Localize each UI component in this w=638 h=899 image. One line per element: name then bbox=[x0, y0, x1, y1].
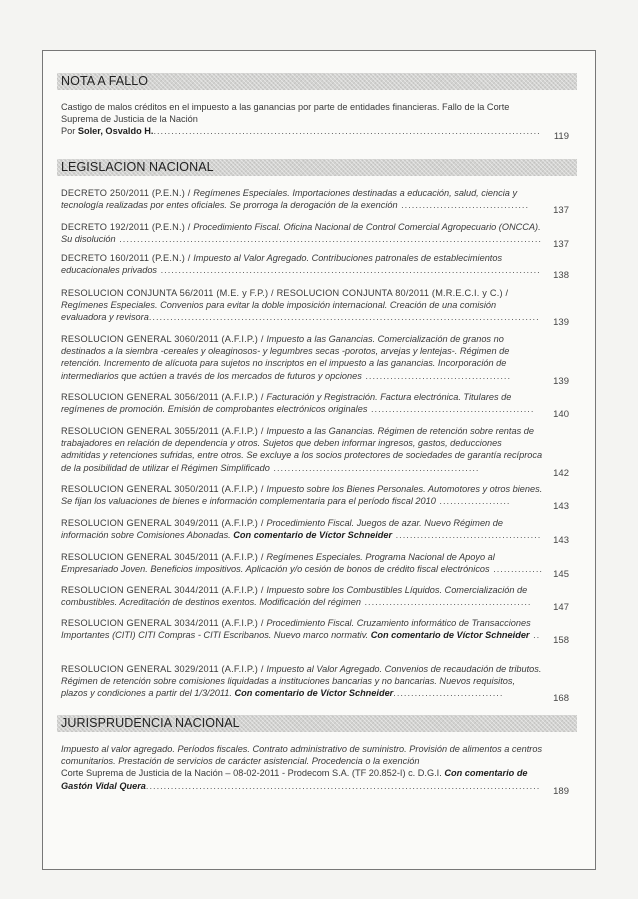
entry-description: Regímenes Especiales. Programa Nacional de Apoyo al Empresariado Joven. Beneficios impositivos. Aplicación y/o cesión de bonos de crédito fiscal electrónicos bbox=[61, 552, 495, 575]
entry-decree: DECRETO 250/2011 (P.E.N.) / bbox=[61, 188, 194, 198]
leader-dots: .............. bbox=[489, 564, 543, 575]
page-number: 145 bbox=[553, 569, 569, 581]
index-entry[interactable] bbox=[61, 101, 569, 143]
leader-dots: .............................................................................................................. bbox=[148, 312, 540, 323]
leader-dots: ......................................... bbox=[361, 370, 512, 381]
leader-dots: .................... bbox=[435, 496, 511, 507]
page-number: 143 bbox=[553, 535, 569, 547]
index-entry[interactable] bbox=[61, 663, 569, 705]
entry-decree: RESOLUCION GENERAL 3056/2011 (A.F.I.P.) / bbox=[61, 392, 267, 402]
entry-decree: RESOLUCION GENERAL 3050/2011 (A.F.I.P.) / bbox=[61, 484, 267, 494]
entry-description: Procedimiento Fiscal. Cruzamiento informático de Transacciones Importantes (CITI) CITI Compras - CITI Escribanos. Nuevo marco normativ. bbox=[61, 618, 531, 641]
page-number: 158 bbox=[553, 635, 569, 647]
entry-decree: RESOLUCION GENERAL 3044/2011 (A.F.I.P.) / bbox=[61, 585, 267, 595]
entry-comment-author: Con comentario de Víctor Schneider bbox=[370, 630, 530, 641]
page-number: 189 bbox=[553, 785, 569, 797]
index-entry[interactable] bbox=[61, 221, 569, 251]
index-entry[interactable] bbox=[61, 517, 569, 547]
index-entry[interactable] bbox=[61, 187, 569, 217]
page-number: 140 bbox=[553, 409, 569, 421]
entry-comment-author: Con comentario de Víctor Schneider bbox=[233, 530, 393, 541]
leader-dots: ............................................................................................................... bbox=[145, 780, 541, 791]
index-entry[interactable] bbox=[61, 551, 569, 581]
page-number: 119 bbox=[553, 131, 569, 143]
page-number: 139 bbox=[553, 317, 569, 329]
entry-decree: RESOLUCION CONJUNTA 56/2011 (M.E. y F.P.) / RESOLUCION CONJUNTA 80/2011 (M.R.E.C.I. y C.) / bbox=[61, 288, 509, 298]
entry-decree: RESOLUCION GENERAL 3029/2011 (A.F.I.P.) / bbox=[61, 664, 267, 674]
entry-decree: RESOLUCION GENERAL 3045/2011 (A.F.I.P.) / bbox=[61, 552, 267, 562]
page-number: 139 bbox=[553, 375, 569, 387]
page-number: 168 bbox=[553, 693, 569, 705]
page-number: 147 bbox=[553, 602, 569, 614]
page-number: 142 bbox=[553, 467, 569, 479]
entry-court: Corte Suprema de Justicia de la Nación – 08-02-2011 - Prodecom S.A. (TF 20.852-I) c. D.G.I. bbox=[61, 768, 445, 779]
index-entry[interactable] bbox=[61, 391, 569, 421]
entry-description: Regímenes Especiales. Importaciones destinadas a educación, salud, ciencia y tecnología realizadas por entes oficiales. Se prorroga la derogación de la exención bbox=[61, 188, 518, 211]
entry-decree: RESOLUCION GENERAL 3049/2011 (A.F.I.P.) / bbox=[61, 518, 267, 528]
leader-dots: ............................... bbox=[393, 688, 504, 699]
entry-decree: DECRETO 192/2011 (P.E.N.) / bbox=[61, 222, 194, 232]
leader-dots: .................................... bbox=[397, 200, 530, 211]
leader-dots: ....................................................................................................................... bbox=[115, 234, 542, 245]
section-title: NOTA A FALLO bbox=[61, 74, 149, 88]
page-number: 137 bbox=[553, 239, 569, 251]
entry-decree: RESOLUCION GENERAL 3034/2011 (A.F.I.P.) / bbox=[61, 618, 267, 628]
entry-description: Impuesto al Valor Agregado. Convenios de recaudación de tributos. Régimen de retención sobre comisiones liquidadas a instituciones bancarias y no bancarias. Nuevos requisitos, plazos y condiciones a partir del 1/3/2011. bbox=[61, 664, 542, 699]
index-entry[interactable] bbox=[61, 333, 569, 387]
entry-description: Procedimiento Fiscal. Oficina Nacional de Control Comercial Agropecuario (ONCCA). Su disolución bbox=[61, 222, 541, 245]
leader-dots: ........................................................................................................... bbox=[157, 265, 541, 276]
entry-description: Impuesto sobre los Bienes Personales. Automotores y otros bienes. Se fijan los valuaciones de bienes e información complementaria para el período fiscal 2010 bbox=[61, 484, 543, 507]
leader-dots: .......................................................... bbox=[269, 462, 480, 473]
entry-description: Regímenes Especiales. Convenios para evitar la doble imposición internacional. Creación de una comisión evaluadora y revisora bbox=[61, 300, 497, 323]
page-number: 143 bbox=[553, 501, 569, 513]
entry-comment-author: Con comentario de Gastón Vidal Quera bbox=[61, 768, 528, 791]
entry-comment-author: Con comentario de Víctor Schneider bbox=[234, 688, 394, 699]
entry-description: Impuesto al valor agregado. Períodos fiscales. Contrato administrativo de suministro. Provisión de alimentos a centros comunitarios. Prestación de servicios de carácter asistencial. Procedencia o la exención bbox=[61, 744, 543, 767]
index-entry[interactable] bbox=[61, 584, 569, 614]
index-page bbox=[42, 50, 596, 870]
author-prefix: Por bbox=[61, 126, 78, 137]
entry-description: Impuesto a las Ganancias. Régimen de retención sobre rentas de trabajadores en relación de dependencia y otros. Sujetos que deben informar ingresos, gastos, deducciones admitidas y retenciones sufridas, entre otros. Se excluye a los socios protectores de sociedades de garantía recíproca de la posibilidad de utilizar el Régimen Simplificado bbox=[61, 426, 543, 473]
index-entry[interactable] bbox=[61, 743, 569, 797]
entry-decree: DECRETO 160/2011 (P.E.N.) / bbox=[61, 253, 194, 263]
index-entry[interactable] bbox=[61, 252, 569, 282]
leader-dots: ............................................... bbox=[360, 597, 532, 608]
section-title: LEGISLACION NACIONAL bbox=[61, 160, 214, 174]
entry-decree: RESOLUCION GENERAL 3060/2011 (A.F.I.P.) / bbox=[61, 334, 267, 344]
page-number: 138 bbox=[553, 270, 569, 282]
section-title: JURISPRUDENCIA NACIONAL bbox=[61, 716, 240, 730]
leader-dots: ......................................... bbox=[392, 530, 542, 541]
entry-author: Soler, Osvaldo H. bbox=[77, 126, 154, 137]
index-entry[interactable] bbox=[61, 483, 569, 513]
entry-description: Impuesto al Valor Agregado. Contribuciones patronales de establecimientos educacionales privados bbox=[61, 253, 503, 276]
entry-description: Facturación y Registración. Factura electrónica. Titulares de regímenes de promoción. Emisión de comprobantes electrónicos originales bbox=[61, 392, 512, 415]
index-entry[interactable] bbox=[61, 617, 569, 647]
index-entry[interactable] bbox=[61, 425, 569, 479]
entry-decree: RESOLUCION GENERAL 3055/2011 (A.F.I.P.) / bbox=[61, 426, 267, 436]
index-entry[interactable] bbox=[61, 287, 569, 329]
page-number: 137 bbox=[553, 205, 569, 217]
leader-dots: .............................................. bbox=[367, 404, 535, 415]
entry-description: Castigo de malos créditos en el impuesto a las ganancias por parte de entidades financieras. Fallo de la Corte Suprema de Justicia de la Nación bbox=[61, 102, 510, 125]
entry-description: Impuesto sobre los Combustibles Líquidos. Comercialización de combustibles. Acreditación de destinos exentos. Modificación del régimen bbox=[61, 585, 528, 608]
entry-description: Procedimiento Fiscal. Juegos de azar. Nuevo Régimen de información sobre Comisiones Abonadas. bbox=[61, 518, 503, 541]
leader-dots: ............................................................................................................. bbox=[153, 126, 541, 137]
entry-description: Impuesto a las Ganancias. Comercialización de granos no destinados a la siembra -cereales y oleaginosos- y legumbres secas -porotos, arvejas y lentejas-. Régimen de retención. Incremento de alícuota para sujetos no inscriptos en el impuesto a las ganancias. Incorporación de intermediarios que actúen a través de los mercados de futuros y opciones bbox=[61, 334, 510, 381]
leader-dots: .. bbox=[529, 630, 541, 641]
